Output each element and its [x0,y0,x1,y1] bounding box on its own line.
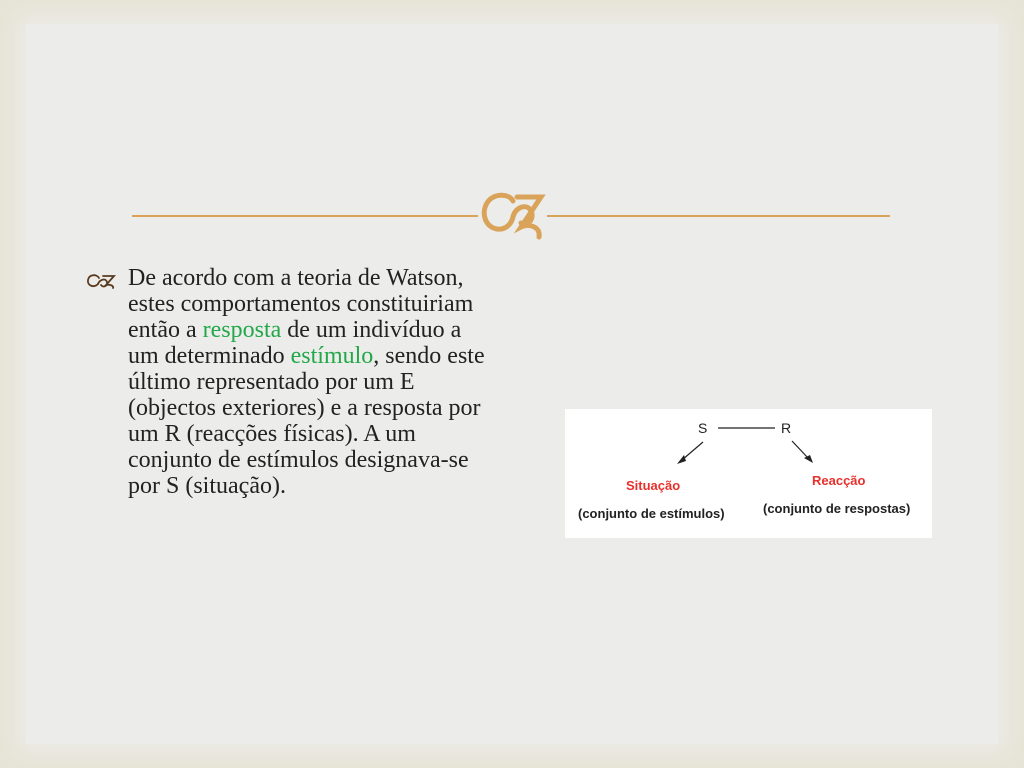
bullet-text-part-2: de um indivíduo a um determinado [128,317,462,369]
diagram-label-reaccao: Reacção [812,473,866,488]
bullet-text-part-3: , sendo este último representado por um E (objectos exteriores) e a resposta por um R (reacções físicas). A um conjunto de estímulos designava-se por S (situação). [128,343,485,499]
divider-left [132,215,478,217]
arrow-to-situacao [682,442,703,460]
diagram-label-conjunto-respostas: (conjunto de respostas) [763,501,911,516]
bullet-text-part-1: De acordo com a teoria de Watson, estes comportamentos constituiriam então a [128,265,474,343]
bullet-ornament-icon [86,273,116,289]
arrowhead-situacao [677,455,686,464]
ornament-icon [477,187,549,243]
arrow-to-reaccao [792,441,809,459]
diagram-label-s: S [698,420,708,436]
diagram-label-situacao: Situação [626,478,681,493]
highlight-resposta: resposta [202,317,282,343]
arrowhead-reaccao [804,455,813,463]
sr-diagram [565,409,932,538]
diagram-label-r: R [781,420,792,436]
highlight-estimulo: estímulo [290,343,374,369]
diagram-label-conjunto-estimulos: (conjunto de estímulos) [578,506,725,521]
bullet-text [128,265,493,499]
divider-right [547,215,890,217]
